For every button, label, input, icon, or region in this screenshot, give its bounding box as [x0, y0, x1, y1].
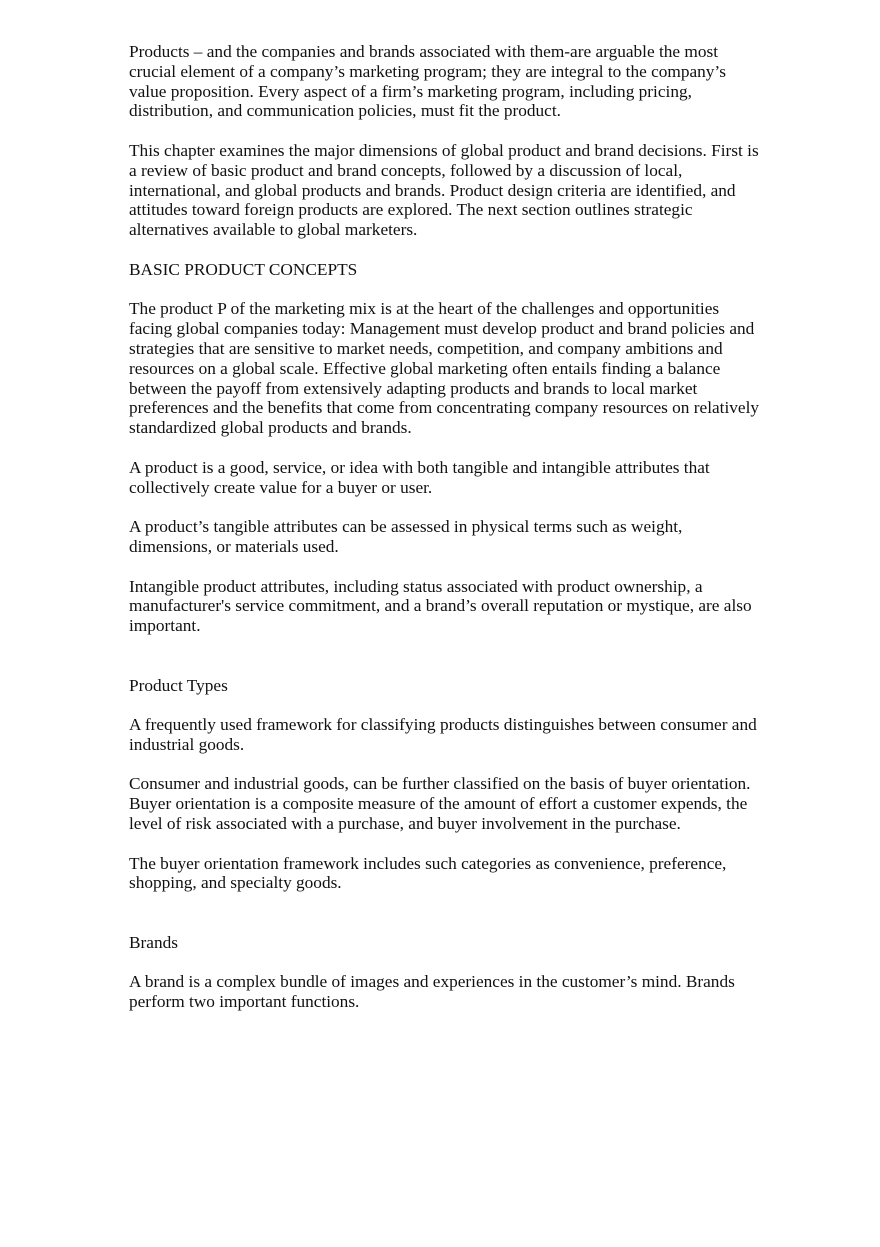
- document-page: [129, 42, 759, 1012]
- basic-paragraph-4: Intangible product attributes, including status associated with product ownership, a manufacturer's service commitment, and a brand’s overall reputation or mystique, are also important.: [129, 576, 752, 636]
- section-heading-product-types: Product Types: [129, 675, 228, 695]
- section-heading-basic-product-concepts: BASIC PRODUCT CONCEPTS: [129, 259, 358, 279]
- basic-paragraph-3: A product’s tangible attributes can be assessed in physical terms such as weight, dimensions, or materials used.: [129, 517, 683, 556]
- types-paragraph-1: A frequently used framework for classifying products distinguishes between consumer and industrial goods.: [129, 715, 757, 754]
- types-paragraph-2: Consumer and industrial goods, can be further classified on the basis of buyer orientation. Buyer orientation is a composite measure of the amount of effort a customer expends, the level of risk associated with a purchase, and buyer involvement in the purchase.: [129, 774, 751, 834]
- basic-paragraph-2: A product is a good, service, or idea with both tangible and intangible attributes that collectively create value for a buyer or user.: [129, 457, 710, 497]
- intro-paragraph-2: This chapter examines the major dimensions of global product and brand decisions. First is a review of basic product and brand concepts, followed by a discussion of local, international, and global products and brands. Product design criteria are identified, and attitudes toward foreign products are explored. The next section outlines strategic alternatives available to global marketers.: [129, 140, 759, 240]
- types-paragraph-3: The buyer orientation framework includes such categories as convenience, preference, shopping, and specialty goods.: [129, 853, 727, 893]
- basic-paragraph-1: The product P of the marketing mix is at the heart of the challenges and opportunities facing global companies today: Management must develop product and brand policies and strategies that are sensitive to market needs, competition, and company ambitions and resources on a global scale. Effective global marketing often entails finding a balance between the payoff from extensively adapting products and brands to local market preferences and the benefits that come from concentrating company resources on relatively standardized global products and brands.: [129, 299, 760, 438]
- intro-paragraph-1: Products – and the companies and brands associated with them-are arguable the most crucial element of a company’s marketing program; they are integral to the company’s value proposition. Every aspect of a firm’s marketing program, including pricing, distribution, and communication policies, must fit the product.: [129, 42, 726, 121]
- brands-paragraph-1: A brand is a complex bundle of images and experiences in the customer’s mind. Brands perform two important functions.: [129, 972, 735, 1012]
- section-heading-brands: Brands: [129, 932, 178, 952]
